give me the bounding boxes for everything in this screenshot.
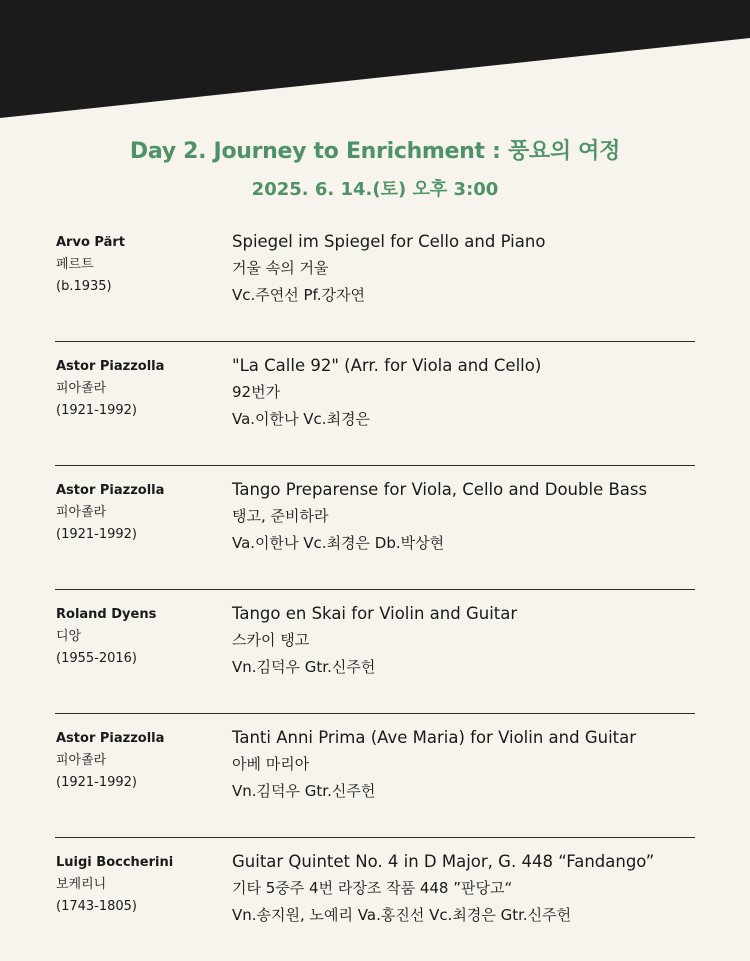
- work-title-korean: 기타 5중주 4번 라장조 작품 448 ”판당고“: [232, 879, 513, 897]
- work-title: Spiegel im Spiegel for Cello and Piano: [232, 232, 546, 251]
- piece-block: [232, 228, 702, 309]
- program-item: [55, 218, 695, 342]
- performers: Va.이한나 Vc.최경은: [232, 410, 371, 428]
- work-title: Tango Preparense for Viola, Cello and Double Bass: [232, 480, 648, 499]
- program-item: [55, 466, 695, 590]
- composer-name-korean: 보케리니: [56, 877, 107, 892]
- composer-name: Astor Piazzolla: [56, 731, 165, 746]
- piece-block: [232, 848, 702, 929]
- work-title-korean: 거울 속의 거울: [232, 259, 329, 277]
- work-title: Tanti Anni Prima (Ave Maria) for Violin and Guitar: [232, 728, 637, 747]
- performers: Vn.김덕우 Gtr.신주헌: [232, 658, 376, 676]
- day-title: Day 2. Journey to Enrichment : 풍요의 여정: [129, 139, 621, 164]
- work-title: Tango en Skai for Violin and Guitar: [232, 604, 518, 623]
- performers: Va.이한나 Vc.최경은 Db.박상현: [232, 534, 445, 552]
- work-title-korean: 아베 마리아: [232, 755, 310, 773]
- performers: Vc.주연선 Pf.강자연: [232, 286, 365, 304]
- piece-block: [232, 600, 702, 681]
- composer-name: Astor Piazzolla: [56, 359, 165, 374]
- composer-block: [56, 852, 226, 918]
- top-banner: [0, 0, 750, 120]
- program-item: [55, 342, 695, 466]
- composer-name-korean: 디앙: [56, 629, 82, 644]
- composer-block: [56, 356, 226, 422]
- work-title: "La Calle 92" (Arr. for Viola and Cello): [232, 356, 542, 375]
- composer-name: Luigi Boccherini: [56, 855, 174, 870]
- composer-years: (1921-1992): [56, 775, 138, 790]
- program-item: [55, 838, 695, 961]
- composer-name: Astor Piazzolla: [56, 483, 165, 498]
- piece-block: [232, 724, 702, 805]
- work-title-korean: 탱고, 준비하라: [232, 507, 329, 525]
- composer-block: [56, 480, 226, 546]
- program-header: [0, 134, 750, 201]
- composer-years: (b.1935): [56, 279, 112, 294]
- program-list: [55, 218, 695, 961]
- program-item: [55, 590, 695, 714]
- work-title-korean: 스카이 탱고: [232, 631, 310, 649]
- performers: Vn.송지원, 노예리 Va.홍진선 Vc.최경은 Gtr.신주헌: [232, 906, 572, 924]
- composer-name: Arvo Pärt: [56, 235, 125, 250]
- composer-block: [56, 604, 226, 670]
- composer-block: [56, 728, 226, 794]
- work-title-korean: 92번가: [232, 383, 281, 401]
- piece-block: [232, 352, 702, 433]
- composer-name-korean: 피아졸라: [56, 505, 107, 520]
- composer-name-korean: 피아졸라: [56, 753, 107, 768]
- performers: Vn.김덕우 Gtr.신주헌: [232, 782, 376, 800]
- composer-block: [56, 232, 226, 298]
- composer-name: Roland Dyens: [56, 607, 157, 622]
- composer-years: (1743-1805): [56, 899, 138, 914]
- concert-date: 2025. 6. 14.(토) 오후 3:00: [251, 179, 499, 200]
- composer-name-korean: 페르트: [56, 257, 94, 272]
- piece-block: [232, 476, 702, 557]
- composer-years: (1921-1992): [56, 527, 138, 542]
- composer-name-korean: 피아졸라: [56, 381, 107, 396]
- composer-years: (1921-1992): [56, 403, 138, 418]
- work-title: Guitar Quintet No. 4 in D Major, G. 448 “Fandango”: [232, 852, 655, 871]
- composer-years: (1955-2016): [56, 651, 138, 666]
- program-item: [55, 714, 695, 838]
